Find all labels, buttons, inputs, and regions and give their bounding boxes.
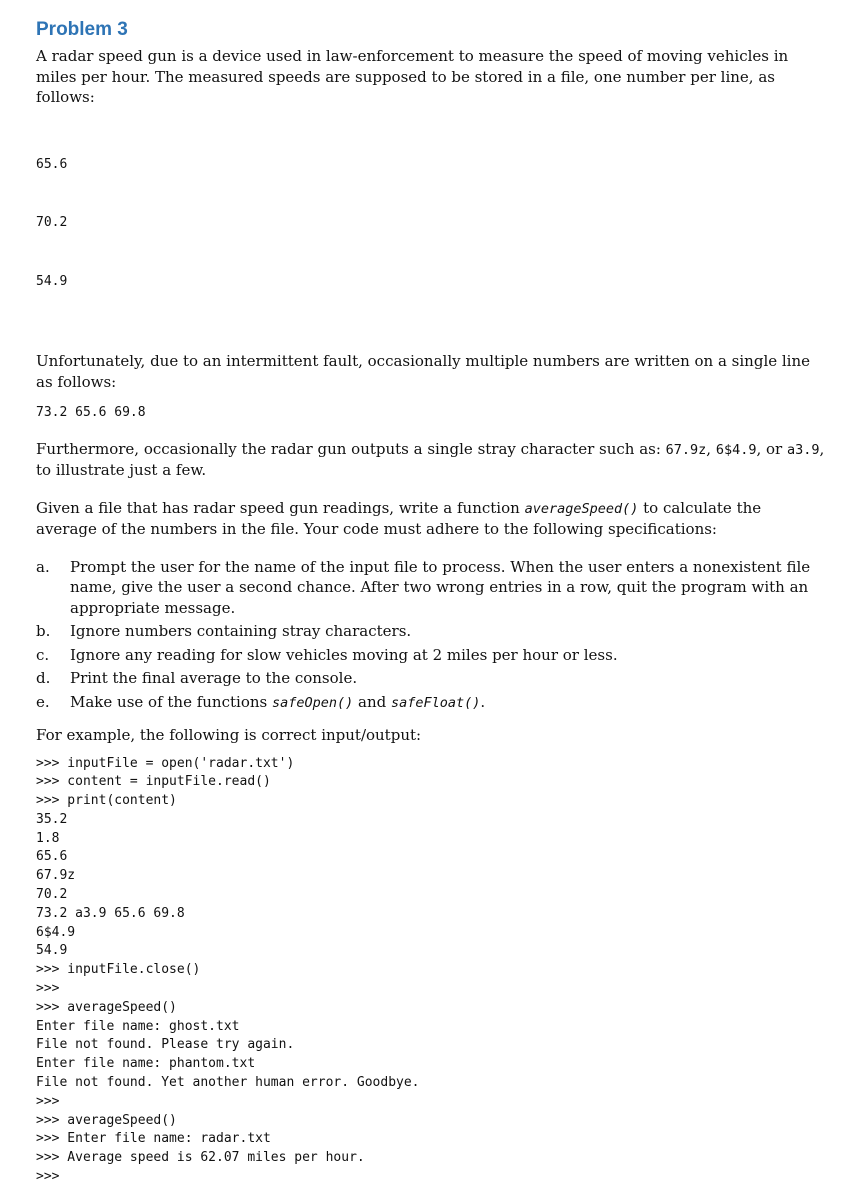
console-line: Enter file name: phantom.txt [36, 1056, 256, 1072]
console-line: 35.2 [36, 811, 68, 827]
console-line: >>> averageSpeed() [36, 1112, 177, 1128]
sample-line: 54.9 [36, 273, 68, 289]
console-line: File not found. Yet another human error. Goodbye. [36, 1075, 420, 1091]
spec-item [36, 621, 826, 642]
console-line: >>> [36, 1093, 60, 1109]
fault-paragraph: Unfortunately, due to an intermittent fault, occasionally multiple numbers are written on a single line as follows: [36, 352, 811, 391]
console-line: Enter file name: ghost.txt [36, 1018, 240, 1034]
console-line: >>> inputFile.close() [36, 962, 201, 978]
spec-item [36, 668, 826, 689]
sample-line: 70.2 [36, 215, 68, 230]
task-text-end: to calculate the average of the numbers in the file. Your code must adhere to the following specifications: [36, 498, 762, 538]
console-line: 54.9 [36, 943, 68, 959]
console-line: >>> print(content) [36, 793, 177, 809]
intro-paragraph: A radar speed gun is a device used in law-enforcement to measure the speed of moving vehicles in miles per hour. The measured speeds are supposed to be stored in a file, one number per line, as follows: [36, 47, 789, 106]
sample-line: 65.6 [36, 156, 68, 172]
console-line: >>> Enter file name: radar.txt [36, 1131, 271, 1147]
spec-marker: a. [36, 557, 50, 576]
stray-example-1: 67.9z [665, 441, 707, 458]
console-line: >>> [36, 981, 60, 997]
spec-text-mid: and [353, 692, 392, 711]
spec-item [36, 645, 826, 666]
task-paragraph [36, 498, 826, 540]
console-line: >>> averageSpeed() [36, 999, 177, 1015]
spec-text: Ignore numbers containing stray characters. [70, 622, 412, 640]
stray-example-2: 6$4.9 [715, 441, 757, 458]
stray-separator: , or [756, 439, 787, 458]
spec-item [36, 692, 826, 714]
spec-marker: e. [36, 692, 50, 711]
problem-title: Problem 3 [36, 19, 128, 40]
stray-text: Furthermore, occasionally the radar gun outputs a single stray character such as: [36, 439, 666, 458]
safe-open-function: safeOpen() [271, 694, 354, 711]
console-line: 67.9z [36, 868, 76, 884]
console-line: 73.2 a3.9 65.6 69.8 [36, 905, 185, 921]
console-line: >>> content = inputFile.read() [36, 774, 271, 790]
sample-file-lines [36, 116, 826, 331]
spec-text: Print the final average to the console. [70, 669, 358, 687]
stray-paragraph [36, 439, 826, 481]
fault-example: 73.2 65.6 69.8 [36, 405, 146, 420]
example-intro: For example, the following is correct input/output: [36, 726, 422, 744]
spec-marker: b. [36, 622, 51, 640]
stray-separator: , [706, 439, 716, 458]
stray-text-end: , to illustrate just a few. [36, 439, 825, 479]
console-line: >>> inputFile = open('radar.txt') [36, 755, 295, 771]
stray-example-3: a3.9 [787, 441, 820, 458]
spec-text: Prompt the user for the name of the input file to process. When the user enters a nonexistent file name, give the user a second chance. After two wrong entries in a row, quit the program with an appropriate message. [70, 557, 811, 617]
spec-text: Make use of the functions [70, 692, 272, 711]
console-line: 6$4.9 [36, 924, 76, 940]
spec-marker: d. [36, 669, 51, 687]
spec-item [36, 557, 826, 619]
spec-text: Ignore any reading for slow vehicles moving at 2 miles per hour or less. [70, 645, 618, 664]
document-page [36, 18, 826, 1187]
spec-list [36, 557, 826, 714]
console-line: 70.2 [36, 887, 68, 903]
console-line: >>> Average speed is 62.07 miles per hour. [36, 1150, 365, 1166]
console-line: >>> [36, 1169, 60, 1185]
spec-marker: c. [36, 645, 50, 664]
spec-text-end: . [480, 692, 486, 711]
console-line: 65.6 [36, 849, 68, 865]
console-line: File not found. Please try again. [36, 1037, 295, 1053]
console-transcript [36, 755, 826, 1187]
console-line: 1.8 [36, 830, 60, 846]
safe-float-function: safeFloat() [391, 694, 481, 711]
function-name: averageSpeed() [524, 500, 639, 517]
task-text: Given a file that has radar speed gun readings, write a function [36, 498, 525, 517]
